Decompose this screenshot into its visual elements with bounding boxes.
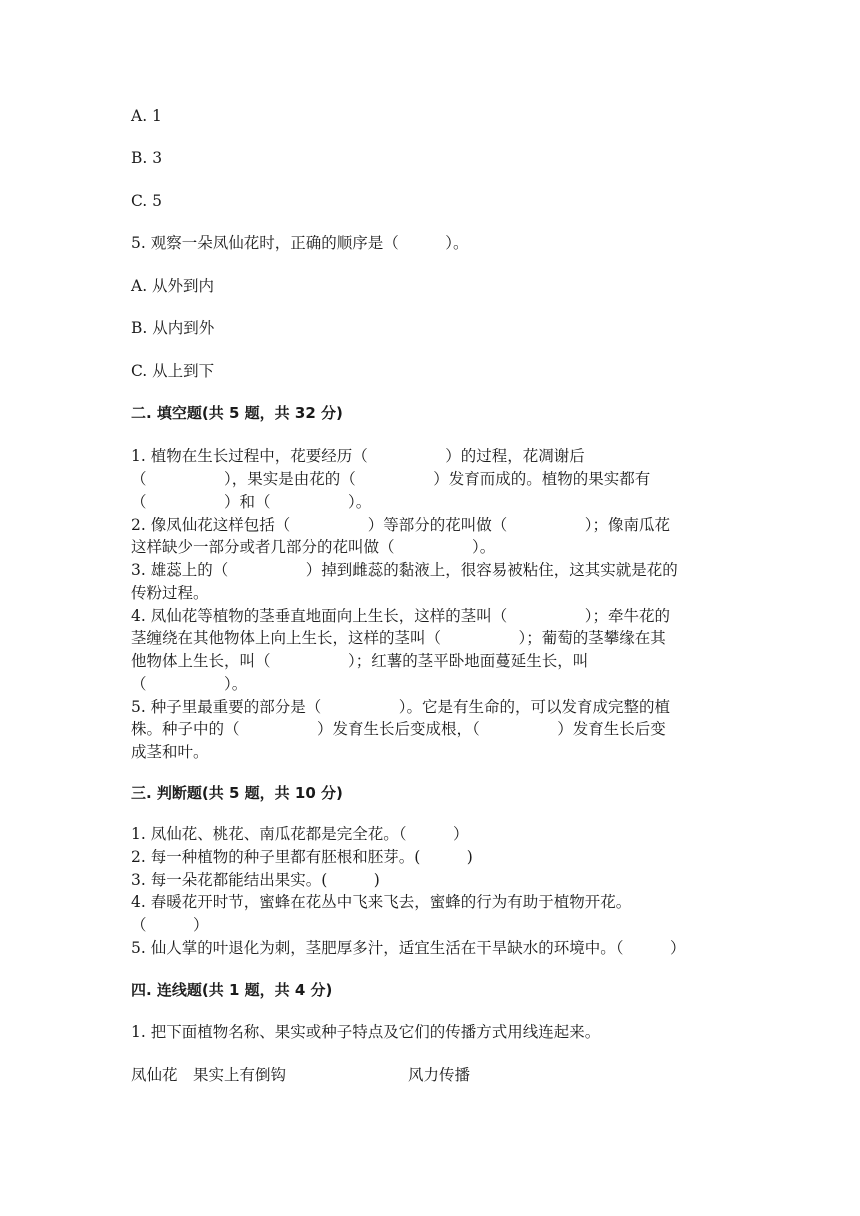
text-line: 他物体上生长，叫（ ）；红薯的茎平卧地面蔓延生长，叫: [131, 652, 589, 670]
text-line: 3. 雄蕊上的（ ）掉到雌蕊的黏液上，很容易被粘住，这其实就是花的: [131, 561, 678, 579]
text-line: 这样缺少一部分或者几部分的花叫做（ ）。: [131, 538, 496, 556]
text-line: 株。种子中的（ ）发育生长后变成根，（ ）发育生长后变: [131, 720, 666, 738]
option-a: A. 1: [131, 107, 162, 125]
plant-name: 凤仙花: [131, 1066, 178, 1084]
text-line: 3. 每一朵花都能结出果实。( ): [131, 871, 380, 889]
section-heading: 三. 判断题(共 5 题，共 10 分): [131, 784, 343, 802]
question-stem: 1. 把下面植物名称、果实或种子特点及它们的传播方式用线连起来。: [131, 1023, 601, 1041]
text-line: （ ），果实是由花的（ ）发育而成的。植物的果实都有: [131, 470, 651, 488]
text-line: 4. 凤仙花等植物的茎垂直地面向上生长，这样的茎叫（ ）；牵牛花的: [131, 607, 670, 625]
text-line: 1. 凤仙花、桃花、南瓜花都是完全花。（ ）: [131, 825, 469, 843]
text-line: 2. 每一种植物的种子里都有胚根和胚芽。( ): [131, 848, 473, 866]
text-line: 4. 春暖花开时节，蜜蜂在花丛中飞来飞去，蜜蜂的行为有助于植物开花。: [131, 893, 632, 911]
option-b: B. 3: [131, 149, 163, 167]
text-line: 成茎和叶。: [131, 743, 209, 761]
text-line: 2. 像凤仙花这样包括（ ）等部分的花叫做（ ）；像南瓜花: [131, 516, 670, 534]
dispersal-method: 风力传播: [408, 1066, 471, 1084]
text-line: （ ）和（ ）。: [131, 493, 372, 511]
option-a: A. 从外到内: [131, 277, 215, 295]
option-c: C. 5: [131, 192, 163, 210]
option-c: C. 从上到下: [131, 362, 215, 380]
section-heading: 二. 填空题(共 5 题，共 32 分): [131, 404, 343, 422]
text-line: 传粉过程。: [131, 584, 209, 602]
text-line: 5. 仙人掌的叶退化为刺，茎肥厚多汁，适宜生活在干旱缺水的环境中。（ ）: [131, 939, 686, 957]
section-heading: 四. 连线题(共 1 题，共 4 分): [131, 981, 333, 999]
text-line: （ ）。: [131, 675, 248, 693]
question-stem: 5. 观察一朵凤仙花时，正确的顺序是（ ）。: [131, 234, 469, 252]
text-line: （ ）: [131, 916, 209, 934]
text-line: 1. 植物在生长过程中，花要经历（ ）的过程，花凋谢后: [131, 447, 585, 465]
text-line: 茎缠绕在其他物体上向上生长，这样的茎叫（ ）；葡萄的茎攀缘在其: [131, 629, 666, 647]
seed-feature: 果实上有倒钩: [193, 1066, 287, 1084]
text-line: 5. 种子里最重要的部分是（ ）。它是有生命的，可以发育成完整的植: [131, 698, 670, 716]
option-b: B. 从内到外: [131, 319, 215, 337]
